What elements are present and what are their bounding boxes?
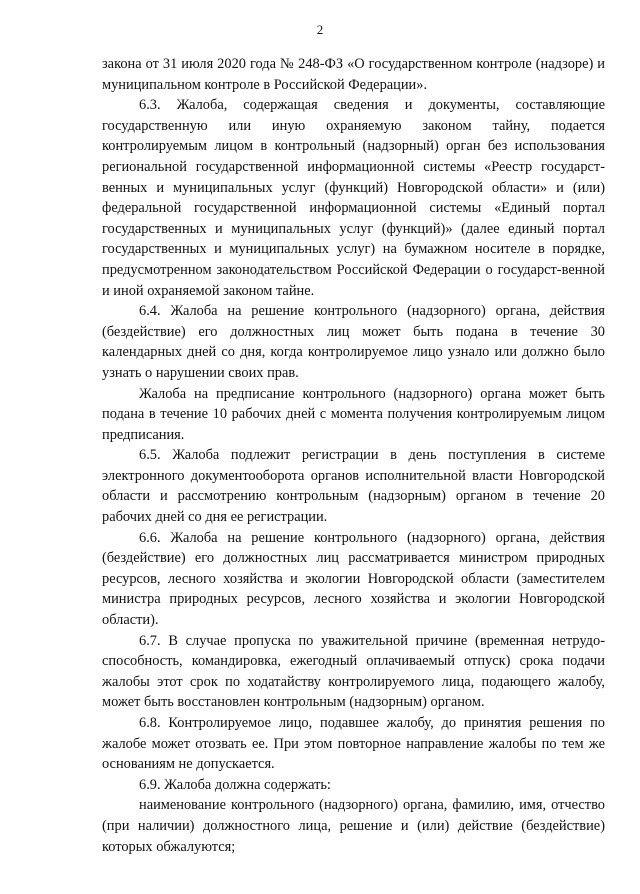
paragraph-6-7: 6.7. В случае пропуска по уважительной причине (временная нетрудо-способность, командировка, ежегодный оплачиваемый отпуск) срока подачи жалобы этот срок по ходатайству контролируемого лица, подающего жалобу, может быть восстановлен контрольным (надзорным) органом. <box>102 632 605 711</box>
paragraph-6-6: 6.6. Жалоба на решение контрольного (надзорного) органа, действия (бездействие) его должностных лиц рассматривается министром природных ресурсов, лесного хозяйства и экологии Новгородской области (заместителем министра природных ресурсов, лесного хозяйства и экологии Новгородской области). <box>102 529 605 629</box>
paragraph-6-9: 6.9. Жалоба должна содержать: <box>139 776 331 793</box>
paragraph-law-reference: закона от 31 июля 2020 года № 248-ФЗ «О государственном контроле (надзоре) и муниципальном контроле в Российской Федерации». <box>102 56 605 93</box>
document-body <box>102 54 605 857</box>
paragraph-6-4: 6.4. Жалоба на решение контрольного (надзорного) органа, действия (бездействие) его должностных лиц может быть подана в течение 30 календарных дней со дня, когда контролируемое лицо узнало или должно было узнать о нарушении своих прав. <box>102 303 605 381</box>
paragraph-prescription-complaint: Жалоба на предписание контрольного (надзорного) органа может быть подана в течение 10 рабочих дней с момента получения контролируемым лицом предписания. <box>102 385 605 443</box>
paragraph-complaint-contents: наименование контрольного (надзорного) органа, фамилию, имя, отчество (при наличии) должностного лица, решение и (или) действие (бездействие) которых обжалуются; <box>102 797 605 855</box>
page-number: 2 <box>316 22 324 37</box>
paragraph-6-5: 6.5. Жалоба подлежит регистрации в день поступления в системе электронного документооборота органов исполнительной власти Новгородской области и рассмотрению контрольным (надзорным) органом в течение 20 рабочих дней со дня ее регистрации. <box>102 447 605 526</box>
paragraph-6-8: 6.8. Контролируемое лицо, подавшее жалобу, до принятия решения по жалобе может отозвать ее. При этом повторное направление жалобы по тем же основаниям не допускается. <box>102 715 605 773</box>
paragraph-6-3: 6.3. Жалоба, содержащая сведения и документы, составляющие государственную или иную охраняемую законом тайну, подается контролируемым лицом в контрольный (надзорный) орган без использования региональной государственной информационной системы «Реестр государст-венных и муниципальных услуг (функций) Новгородской области» и (или) федеральной государственной информационной системы «Единый портал государственных и муниципальных услуг (функций)» (далее единый портал государственных и муниципальных услуг) на бумажном носителе в порядке, предусмотренном законодательством Российской Федерации о государст-венной и иной охраняемой законом тайне. <box>102 97 605 299</box>
